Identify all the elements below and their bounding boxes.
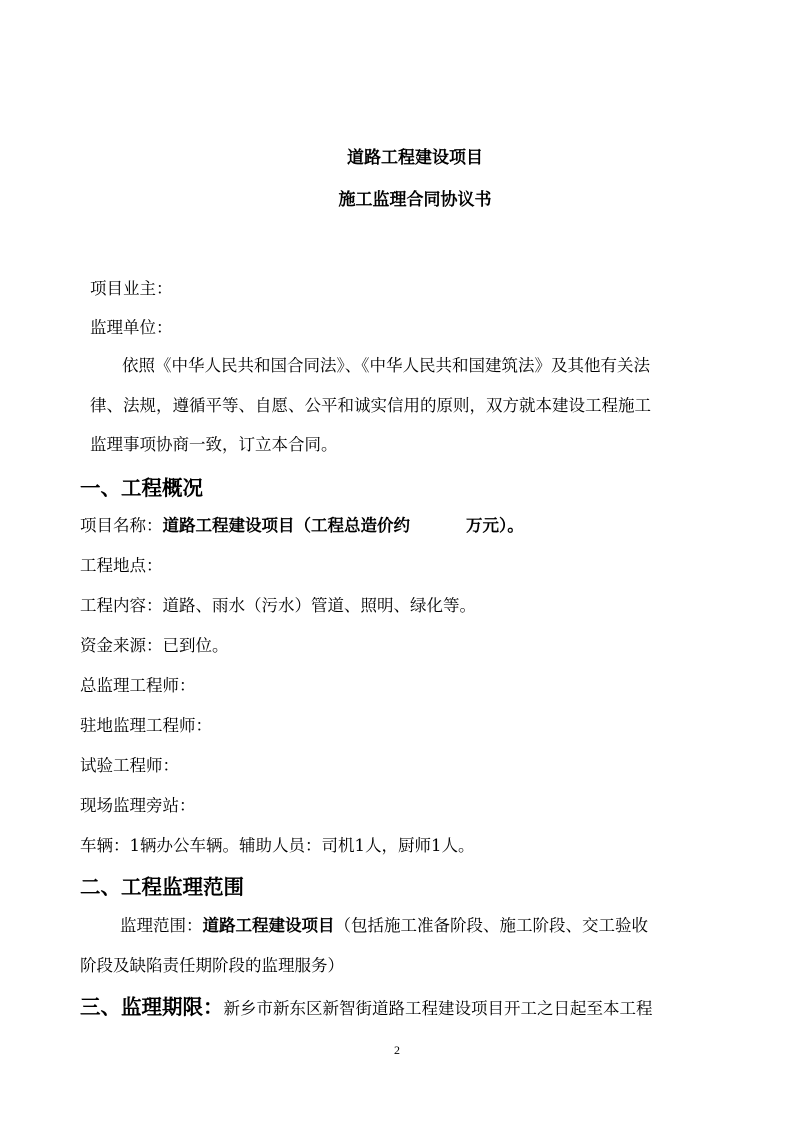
intro-line-1: 依照《中华人民共和国合同法》、《中华人民共和国建筑法》及其他有关法 — [122, 356, 650, 375]
scope-label: 监理范围： — [120, 916, 203, 935]
section2-heading: 二、工程监理范围 — [80, 875, 244, 899]
resident-engineer: 驻地监理工程师： — [80, 716, 212, 735]
intro-line-2: 律、法规，遵循平等、自愿、公平和诚实信用的原则，双方就本建设工程施工 — [90, 396, 651, 415]
title-line-1: 道路工程建设项目 — [347, 148, 483, 168]
section3-text: 新乡市新东区新智街道路工程建设项目开工之日起至本工程 — [223, 999, 653, 1018]
project-content: 工程内容：道路、雨水（污水）管道、照明、绿化等。 — [80, 596, 476, 615]
project-cost-suffix: 万元）。 — [466, 516, 524, 535]
scope-line-1 — [120, 918, 648, 935]
scope-project: 道路工程建设项目 — [202, 916, 335, 935]
title-line-2: 施工监理合同协议书 — [338, 190, 492, 210]
scope-line-2: 阶段及缺陷责任期阶段的监理服务） — [80, 956, 344, 975]
chief-engineer: 总监理工程师： — [80, 676, 196, 695]
section1-heading: 一、工程概况 — [80, 476, 203, 500]
section3-line — [80, 997, 653, 1018]
supervisor-label: 监理单位： — [90, 318, 173, 337]
section3-heading: 三、监理期限： — [80, 995, 224, 1019]
page-number: 2 — [394, 1043, 400, 1057]
project-name-line — [80, 518, 524, 535]
project-name: 道路工程建设项目 — [162, 516, 295, 535]
test-engineer: 试验工程师： — [80, 756, 179, 775]
funding-source: 资金来源：已到位。 — [80, 636, 229, 655]
owner-label: 项目业主： — [90, 279, 173, 298]
project-location: 工程地点： — [80, 556, 163, 575]
intro-line-3: 监理事项协商一致，订立本合同。 — [90, 435, 338, 454]
project-cost-prefix: （工程总造价约 — [294, 516, 410, 535]
vehicles-staff: 车辆：1辆办公车辆。辅助人员：司机1人，厨师1人。 — [80, 836, 475, 855]
scope-rest: （包括施工准备阶段、施工阶段、交工验收 — [334, 916, 648, 935]
site-station: 现场监理旁站： — [80, 796, 196, 815]
project-name-label: 项目名称： — [80, 516, 163, 535]
